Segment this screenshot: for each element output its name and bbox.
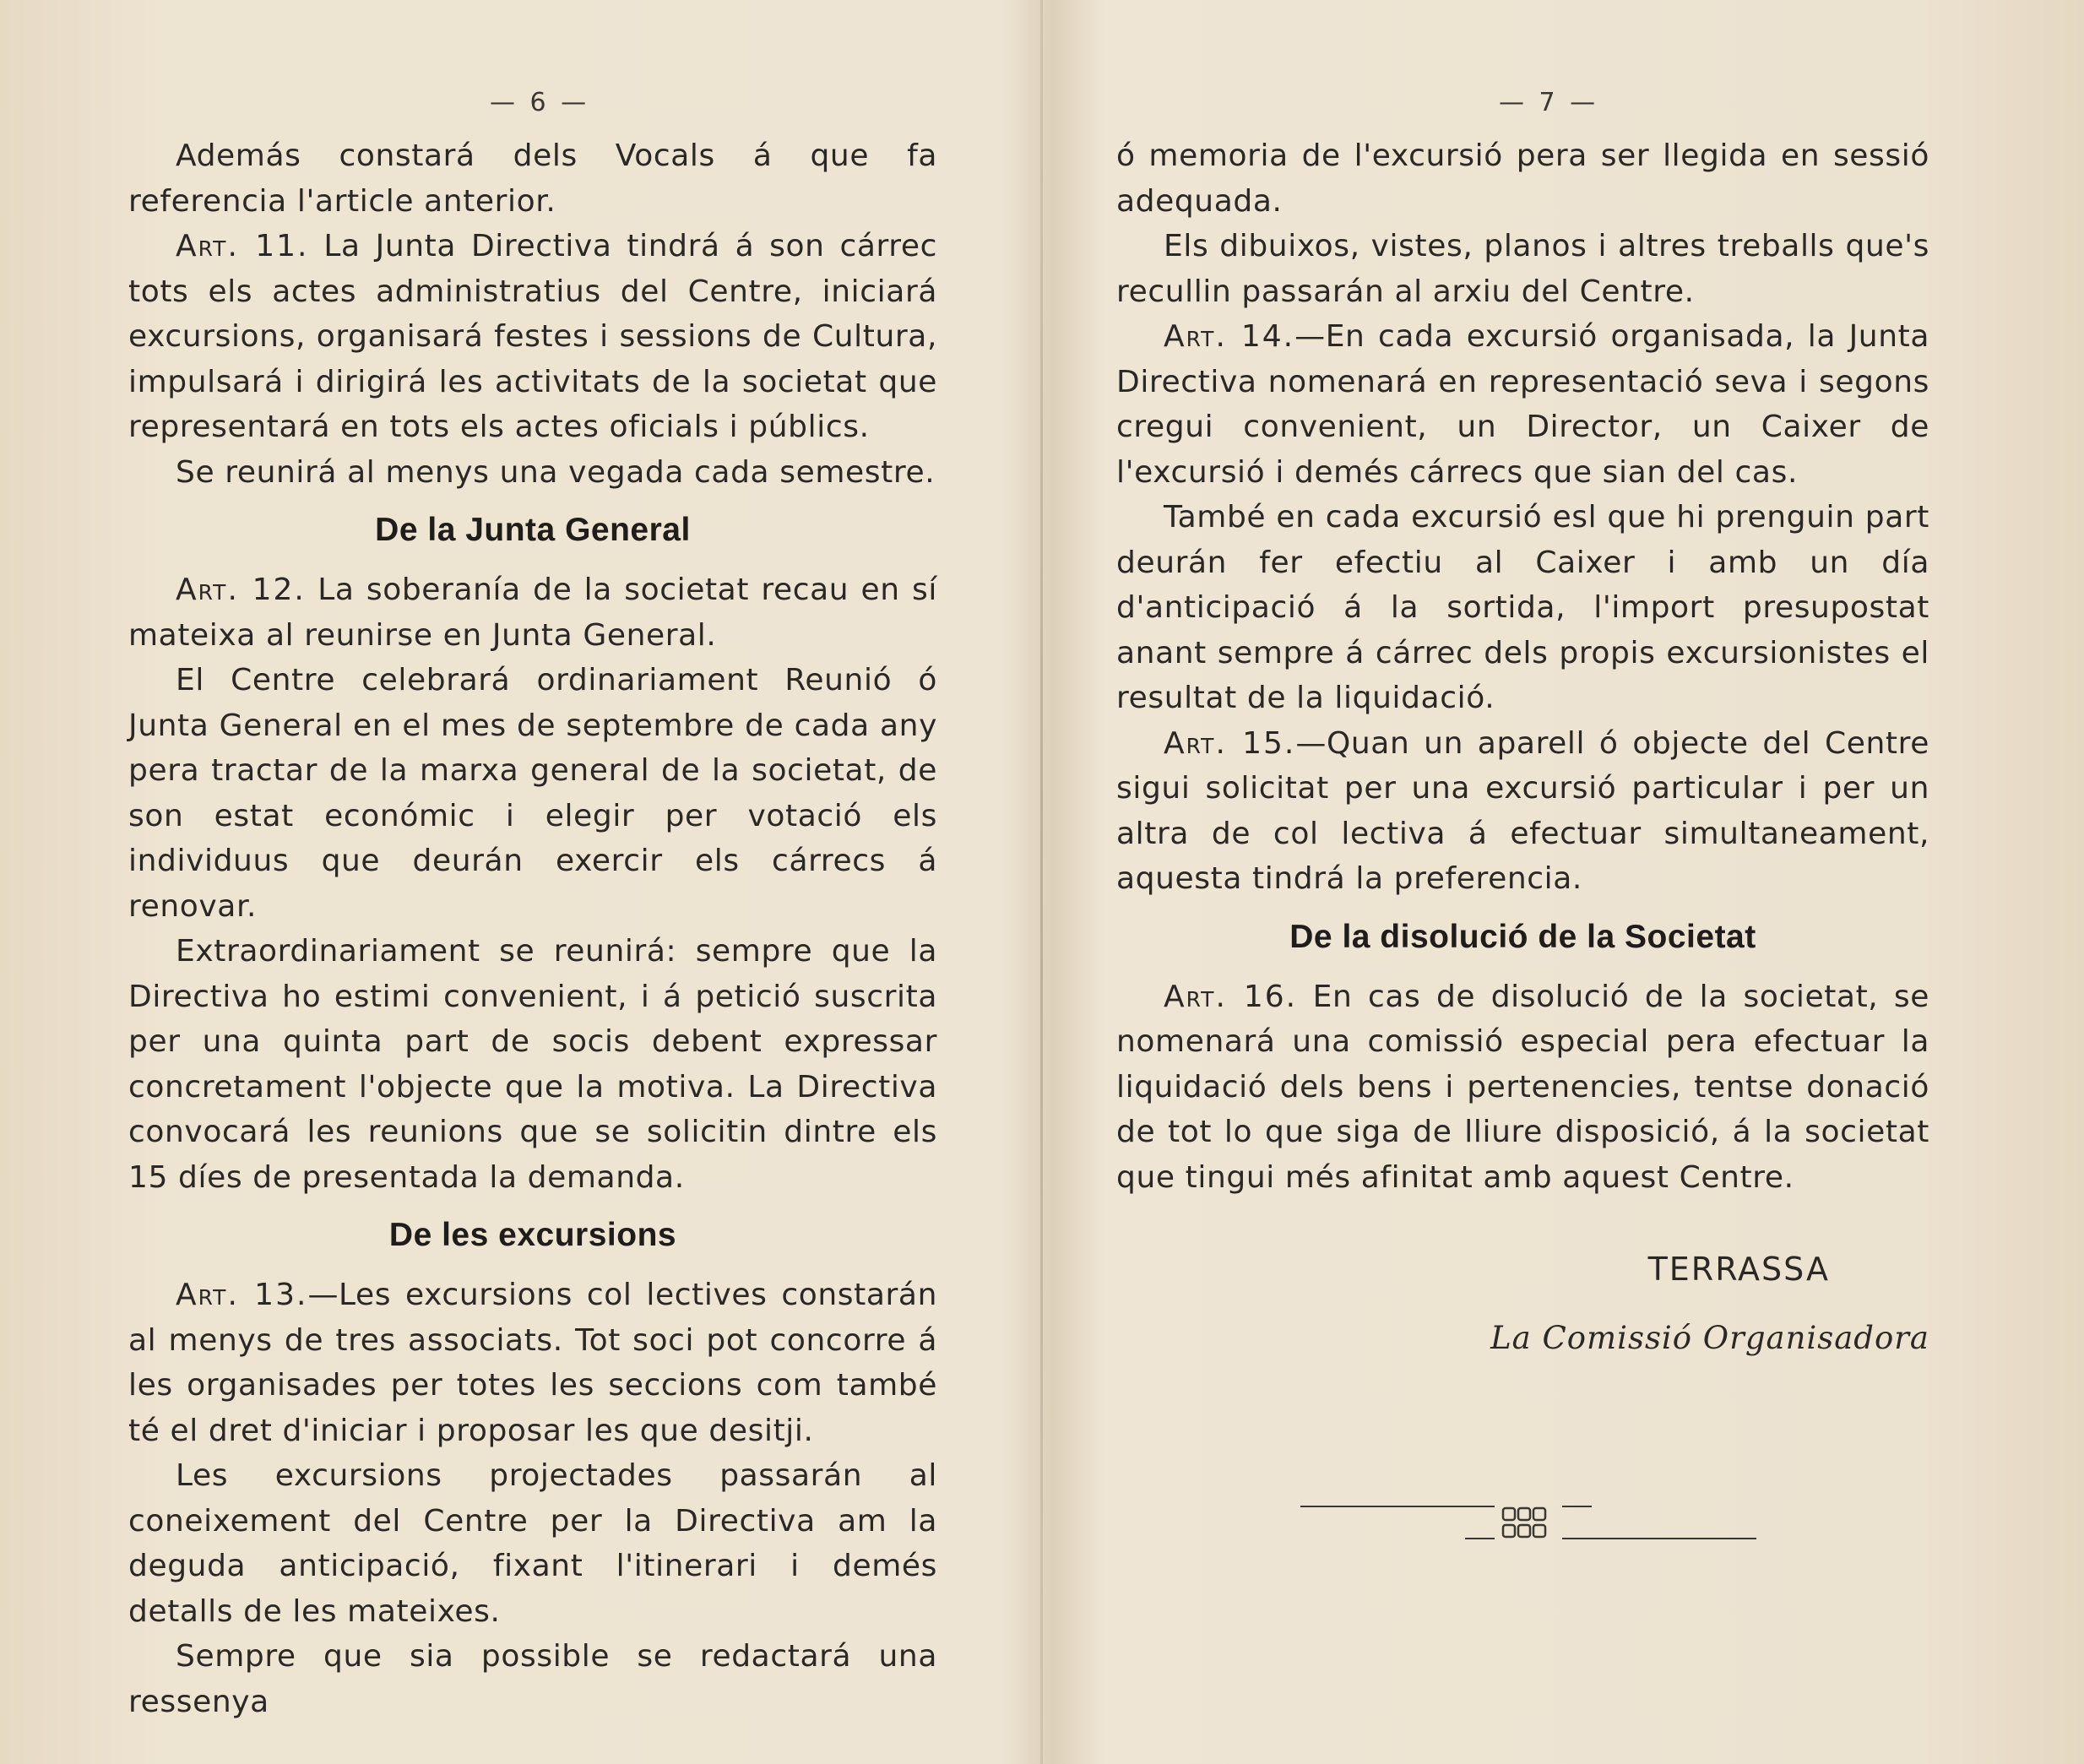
section-heading-junta-general: De la Junta General <box>375 512 691 548</box>
paragraph-extraordinariament: Extraordinariament se reunirá: sempre que la Directiva ho estimi convenient, i á petició suscrita per una quinta part de socis debent expressar concretament l'objecte que la motiva. La Directiva convocará les reunions que se solicitin dintre els 15 díes de presentada la demanda. <box>128 934 937 1195</box>
section-heading-excursions: De les excursions <box>388 1217 677 1253</box>
article-11 <box>128 224 937 450</box>
left-text-column <box>128 133 937 1724</box>
page-number: — 7 — <box>1499 88 1599 117</box>
right-text-column <box>1116 133 1929 1356</box>
article-text: En cas de disolució de la societat, se nomenará una comissió especial pera efectuar la liquidació dels bens i pertenencies, tentse donació de tot lo que siga de lliure disposició, á la societat que tingui més afinitat amb aquest Centre. <box>1116 979 1930 1195</box>
article-text: —En cada excursió organisada, la Junta Directiva nomenará en representació seva i segons cregui convenient, un Director, un Caixer de l'excursió i demés cárrecs que sian del cas. <box>1116 319 1929 490</box>
paragraph-sempre: Sempre que sia possible se redactará una ressenya <box>128 1639 937 1719</box>
article-label: Art. 15. <box>1164 725 1296 761</box>
paragraph-dibuixos: Els dibuixos, vistes, planos i altres treballs que's recullin passarán al arxiu del Centre. <box>1116 229 1929 309</box>
paragraph-projectades: Les excursions projectades passarán al coneixement del Centre per la Directiva am la deguda anticipació, fixant l'itinerari i demés detalls de les mateixes. <box>128 1458 937 1629</box>
article-label: Art. 13. <box>176 1278 308 1312</box>
right-page <box>1051 0 2084 1764</box>
article-12 <box>128 567 937 658</box>
article-13 <box>128 1273 937 1453</box>
article-text: La Junta Directiva tindrá á son cárrec tots els actes administratius del Centre, iniciará excursions, organisará festes i sessions de Cultura, impulsará i dirigirá les activitats de la societat que representará en tots els actes oficials i públics. <box>128 229 938 444</box>
article-16 <box>1116 974 1929 1201</box>
paragraph-tambe: També en cada excursió esl que hi prenguin part deurán fer efectiu al Caixer i amb un día d'anticipació á la sortida, l'import presupostat anant sempre á cárrec dels propis excursionistes el resultat de la liquidació. <box>1116 500 1929 715</box>
article-label: Art. 14. <box>1164 319 1295 354</box>
article-label: Art. 12. <box>176 573 306 607</box>
article-text: —Quan un aparell ó objecte del Centre sigui solicitat per una excursió particular i per un altra de col lectiva á efectuar simultaneament, aquesta tindrá la preferencia. <box>1116 725 1929 896</box>
article-text: —Les excursions col lectives constarán al menys de tres associats. Tot soci pot concorre á les organisades per totes les seccions com també té el dret d'iniciar i proposar les que desitji. <box>128 1278 937 1448</box>
article-15 <box>1116 721 1929 902</box>
paragraph-memoria: ó memoria de l'excursió pera ser llegida en sessió adequada. <box>1116 138 1929 219</box>
paragraph-reunira: Se reunirá al menys una vegada cada semestre. <box>176 454 936 490</box>
section-heading-disolucio: De la disolució de la Societat <box>1289 918 1756 955</box>
page-number: — 6 — <box>490 88 590 117</box>
signature-commission: La Comissió Organisadora <box>1490 1320 1929 1356</box>
ornament-divider-icon <box>1300 1500 1756 1545</box>
paragraph-centre: El Centre celebrará ordinariament Reunió ó Junta General en el mes de septembre de cada any pera tractar de la marxa general de la societat, de son estat económic i elegir per votació els individuus que deurán exercir els cárrecs á renovar. <box>128 663 937 924</box>
article-label: Art. 11. <box>176 229 309 263</box>
article-text: La soberanía de la societat recau en sí mateixa al reunirse en Junta General. <box>128 573 937 653</box>
article-14 <box>1116 314 1929 495</box>
article-label: Art. 16. <box>1164 979 1298 1014</box>
signature-city: TERRASSA <box>1647 1251 1830 1288</box>
paragraph-vocals: Además constará dels Vocals á que fa referencia l'article anterior. <box>128 138 937 219</box>
